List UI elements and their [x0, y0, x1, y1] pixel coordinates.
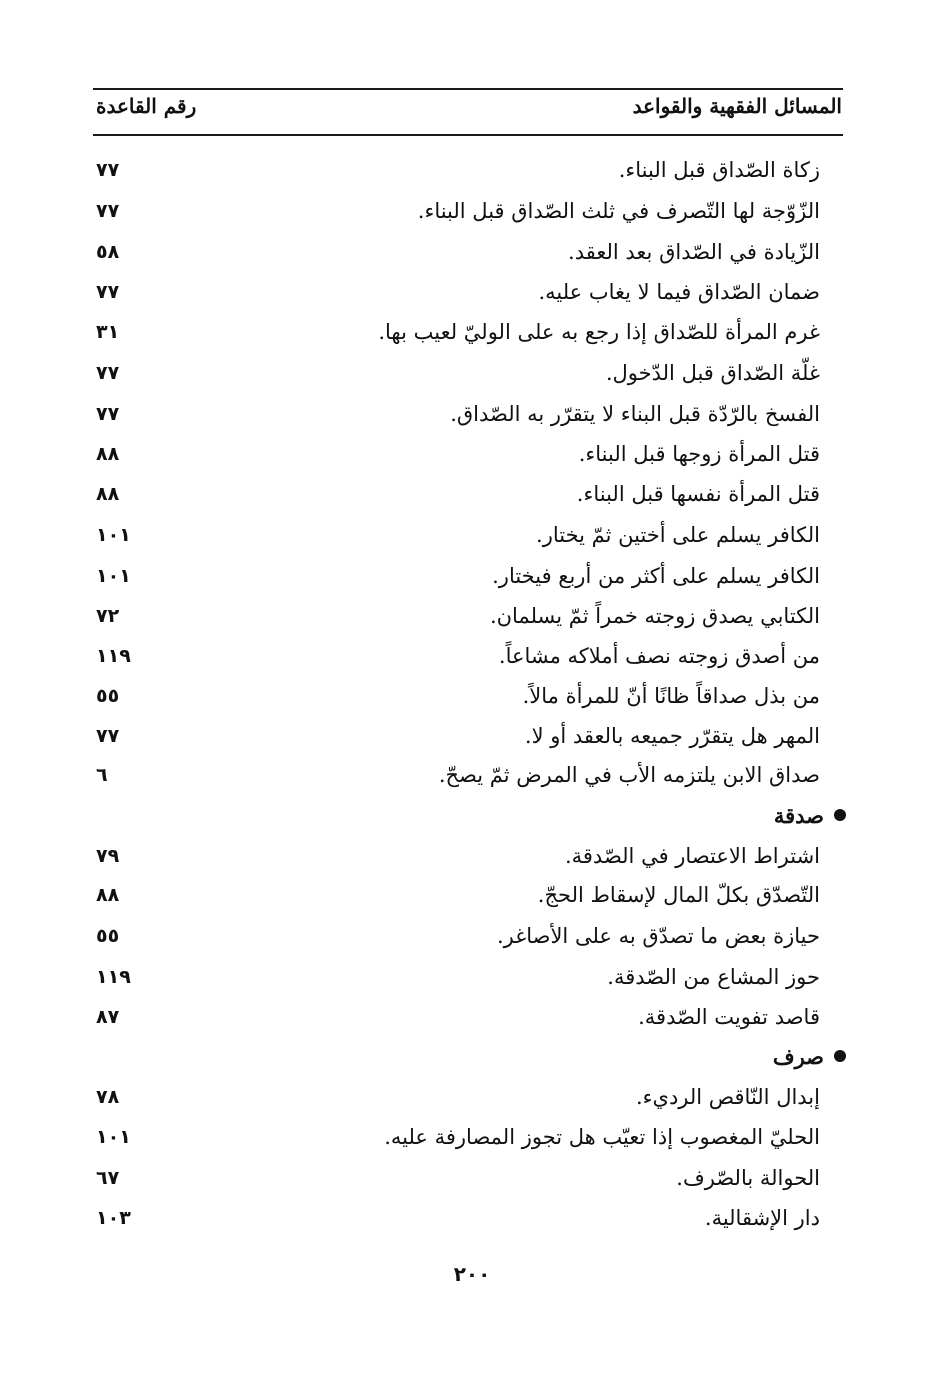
rule-number: ٧٨	[96, 1086, 120, 1108]
rule-number: ١٠١	[96, 1126, 131, 1148]
rule-number: ٧٧	[96, 725, 120, 747]
index-entry: الكافر يسلم على أختين ثمّ يختار. ١٠١	[96, 523, 820, 547]
rule-number: ١١٩	[96, 645, 131, 667]
index-entry: صداق الابن يلتزمه الأب في المرض ثمّ يصحّ. ٦	[96, 763, 820, 787]
index-entry: قتل المرأة نفسها قبل البناء. ٨٨	[96, 482, 820, 506]
index-entry: الحليّ المغصوب إذا تعيّب هل تجوز المصارفة عليه. ١٠١	[96, 1125, 820, 1149]
index-entry: قتل المرأة زوجها قبل البناء. ٨٨	[96, 442, 820, 466]
column-header-issues: المسائل الفقهية والقواعد	[632, 94, 842, 118]
rule-number: ٥٥	[96, 925, 120, 947]
index-entry: دار الإشقالية. ١٠٣	[96, 1206, 820, 1230]
index-entry: الفسخ بالرّدّة قبل البناء لا يتقرّر به الصّداق. ٧٧	[96, 402, 820, 426]
rule-number: ١٠٣	[96, 1207, 131, 1229]
rule-number: ٧٢	[96, 605, 120, 627]
rule-number: ١٠١	[96, 524, 131, 546]
index-entry: من بذل صداقاً ظانًا أنّ للمرأة مالاً. ٥٥	[96, 684, 820, 708]
index-entry: حيازة بعض ما تصدّق به على الأصاغر. ٥٥	[96, 924, 820, 948]
index-entry: الكافر يسلم على أكثر من أربع فيختار. ١٠١	[96, 564, 820, 588]
rule-number: ٧٧	[96, 200, 120, 222]
rule-number: ٨٨	[96, 884, 120, 906]
rule-number: ٧٧	[96, 159, 120, 181]
index-entry: قاصد تفويت الصّدقة. ٨٧	[96, 1005, 820, 1029]
index-entry: الكتابي يصدق زوجته خمراً ثمّ يسلمان. ٧٢	[96, 604, 820, 628]
rule-number: ١٠١	[96, 565, 131, 587]
rule-number: ٧٧	[96, 403, 120, 425]
rule-number: ١١٩	[96, 966, 131, 988]
index-entry: ضمان الصّداق فيما لا يغاب عليه. ٧٧	[96, 280, 820, 304]
rule-number: ٨٨	[96, 483, 120, 505]
bullet-icon	[834, 1050, 846, 1062]
rule-number: ٧٧	[96, 281, 120, 303]
rule-number: ٣١	[96, 321, 120, 343]
rule-number: ٥٨	[96, 241, 120, 263]
index-entry: التّصدّق بكلّ المال لإسقاط الحجّ. ٨٨	[96, 883, 820, 907]
index-entry: من أصدق زوجته نصف أملاكه مشاعاً. ١١٩	[96, 644, 820, 668]
index-entry: إبدال النّاقص الرديء. ٧٨	[96, 1085, 820, 1109]
index-entry: الزّيادة في الصّداق بعد العقد. ٥٨	[96, 240, 820, 264]
index-entry: اشتراط الاعتصار في الصّدقة. ٧٩	[96, 844, 820, 868]
rule-number: ٦٧	[96, 1167, 120, 1189]
rule-number: ٦	[96, 764, 108, 786]
index-entry: غلّة الصّداق قبل الدّخول. ٧٧	[96, 361, 820, 385]
column-header-rule-number: رقم القاعدة	[96, 94, 197, 118]
page-number: ٢٠٠	[453, 1262, 491, 1286]
index-entry: الحوالة بالصّرف. ٦٧	[96, 1166, 820, 1190]
rule-number: ٨٧	[96, 1006, 120, 1028]
rule-number: ٥٥	[96, 685, 120, 707]
header-top-rule	[93, 88, 843, 90]
index-entry: غرم المرأة للصّداق إذا رجع به على الوليّ لعيب بها. ٣١	[96, 320, 820, 344]
header-bottom-rule	[93, 134, 843, 136]
section-heading-sarf: صرف	[773, 1038, 846, 1074]
index-entry: المهر هل يتقرّر جميعه بالعقد أو لا. ٧٧	[96, 724, 820, 748]
section-heading-sadaqa: صدقة	[774, 797, 846, 833]
rule-number: ٨٨	[96, 443, 120, 465]
rule-number: ٧٧	[96, 362, 120, 384]
index-entry: زكاة الصّداق قبل البناء. ٧٧	[96, 158, 820, 182]
bullet-icon	[834, 809, 846, 821]
index-entry: الزّوّجة لها التّصرف في ثلث الصّداق قبل البناء. ٧٧	[96, 199, 820, 223]
index-entry: حوز المشاع من الصّدقة. ١١٩	[96, 965, 820, 989]
rule-number: ٧٩	[96, 845, 120, 867]
